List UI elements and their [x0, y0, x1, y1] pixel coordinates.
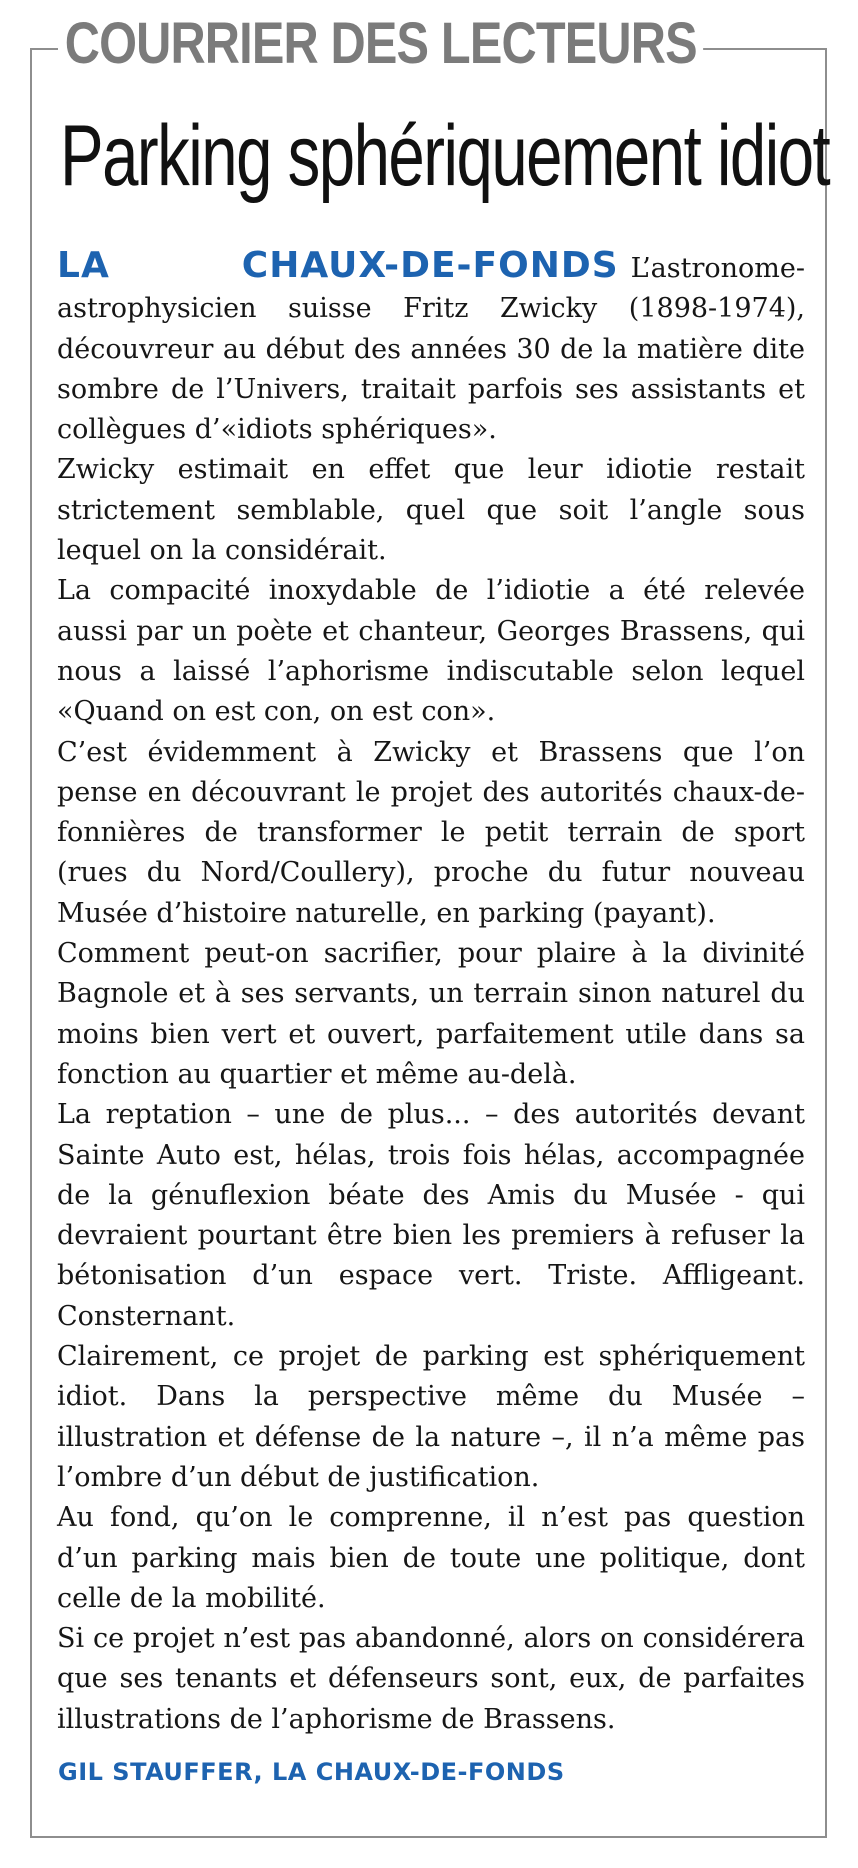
headline: Parking sphériquement idiot	[60, 108, 830, 204]
article-paragraph: La reptation – une de plus... – des autorités devant Sainte Auto est, hélas, trois fois hélas, accompagnée de la génuflexion béate des Amis du Musée - qui devraient pourtant être bien les premiers à refuser la bétonisation d’un espace vert. Triste. Affligeant. Consternant.	[57, 1099, 805, 1332]
article-paragraph: Au fond, qu’on le comprenne, il n’est pas question d’un parking mais bien de toute une politique, dont celle de la mobilité.	[57, 1502, 805, 1614]
article-paragraph: La compacité inoxydable de l’idiotie a été relevée aussi par un poète et chanteur, Georges Brassens, qui nous a laissé l’aphorisme indiscutable selon lequel «Quand on est con, on est con».	[57, 575, 805, 728]
author-signature: GIL STAUFFER, LA CHAUX-DE-FONDS	[58, 1758, 565, 1786]
article-body	[57, 246, 805, 1740]
location-label: LA CHAUX-DE-FONDS	[57, 245, 619, 286]
article-paragraph: Si ce projet n’est pas abandonné, alors on considérera que ses tenants et défenseurs sont, eux, de parfaites illustrations de l’aphorisme de Brassens.	[57, 1623, 805, 1735]
article-paragraph: Clairement, ce projet de parking est sphériquement idiot. Dans la perspective même du Musée – illustration et défense de la nature –, il n’a même pas l’ombre d’un début de justification.	[57, 1341, 805, 1493]
article-paragraph: Zwicky estimait en effet que leur idiotie restait strictement semblable, quel que soit l’angle sous lequel on la considérait.	[57, 454, 805, 567]
article-paragraph: C’est évidemment à Zwicky et Brassens que l’on pense en découvrant le projet des autorités chaux-de-fonnières de transformer le petit terrain de sport (rues du Nord/Coullery), proche du futur nouveau Musée d’histoire naturelle, en parking (payant).	[57, 736, 805, 929]
article-paragraph	[57, 246, 805, 450]
paragraph-text: L’astronome-astrophysicien suisse Fritz Zwicky (1898-1974), découvreur au début des années 30 de la matière dite sombre de l’Univers, traitait parfois ses assistants et collègues d’«idiots sphériques».	[57, 253, 805, 446]
section-label: COURRIER DES LECTEURS	[58, 8, 703, 80]
article-paragraph: Comment peut-on sacrifier, pour plaire à la divinité Bagnole et à ses servants, un terrain sinon naturel du moins bien vert et ouvert, parfaitement utile dans sa fonction au quartier et même au-delà.	[57, 938, 805, 1090]
